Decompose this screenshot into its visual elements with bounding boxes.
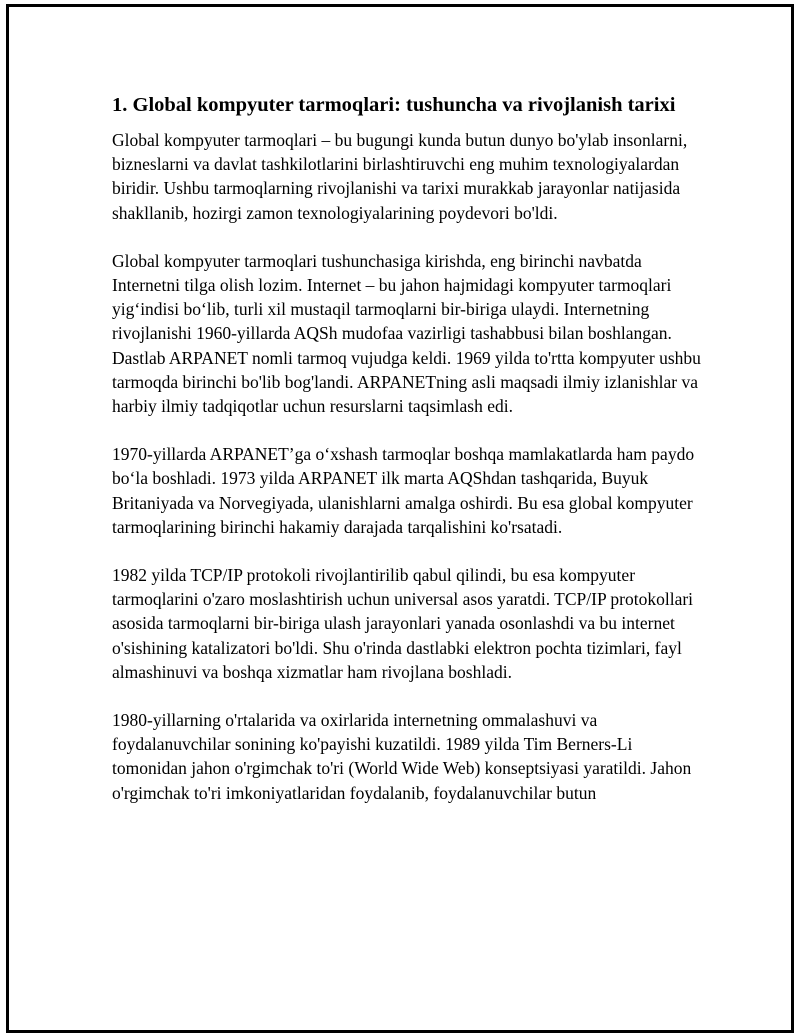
paragraph-1970s: 1970-yillarda ARPANET’ga o‘xshash tarmoqlar boshqa mamlakatlarda ham paydo bo‘la boshladi. 1973 yilda ARPANET ilk marta AQShdan tashqarida, Buyuk Britaniyada va Norvegiyada, ulanishlarni amalga oshirdi. Bu esa global kompyuter tarmoqlarining birinchi hakamiy darajada tarqalishini ko'rsatadi.	[112, 444, 695, 537]
paragraph-arpanet: Global kompyuter tarmoqlari tushunchasiga kirishda, eng birinchi navbatda Internetni tilga olish lozim. Internet – bu jahon hajmidagi kompyuter tarmoqlari yig‘indisi bo‘lib, turli xil mustaqil tarmoqlarni bir-biriga ulaydi. Internetning rivojlanishi 1960-yillarda AQSh mudofaa vazirligi tashabbusi bilan boshlangan. Dastlab ARPANET nomli tarmoq vujudga keldi. 1969 yilda to'rtta kompyuter ushbu tarmoqda birinchi bo'lib bog'landi. ARPANETning asli maqsadi ilmiy izlanishlar va harbiy ilmiy tadqiqotlar uchun resurslarni taqsimlash edi.	[112, 250, 701, 417]
paragraph-www: 1980-yillarning o'rtalarida va oxirlarida internetning ommalashuvi va foydalanuvchilar sonining ko'payishi kuzatildi. 1989 yilda Tim Berners-Li tomonidan jahon o'rgimchak to'ri (World Wide Web) konseptsiyasi yaratildi. Jahon o'rgimchak to'ri imkoniyatlaridan foydalanib, foydalanuvchilar butun	[112, 710, 692, 803]
paragraph-intro: Global kompyuter tarmoqlari – bu bugungi kunda butun dunyo bo'ylab insonlarni, bizneslarni va davlat tashkilotlarini birlashtiruvchi eng muhim texnologiyalardan biridir. Ushbu tarmoqlarning rivojlanishi va tarixi murakkab jarayonlar natijasida shakllanib, hozirgi zamon texnologiyalarining poydevori bo'ldi.	[112, 130, 688, 223]
paragraph-tcp-ip: 1982 yilda TCP/IP protokoli rivojlantirilib qabul qilindi, bu esa kompyuter tarmoqlarini o'zaro moslashtirish uchun universal asos yaratdi. TCP/IP protokollari asosida tarmoqlarni bir-biriga ulash jarayonlari yanada osonlashdi va bu internet o'sishining katalizatori bo'ldi. Shu o'rinda dastlabki elektron pochta tizimlari, fayl almashinuvi va boshqa xizmatlar ham rivojlana boshladi.	[112, 565, 694, 682]
section-heading: 1. Global kompyuter tarmoqlari: tushuncha va rivojlanish tarixi	[112, 94, 676, 116]
document-body	[112, 92, 702, 829]
